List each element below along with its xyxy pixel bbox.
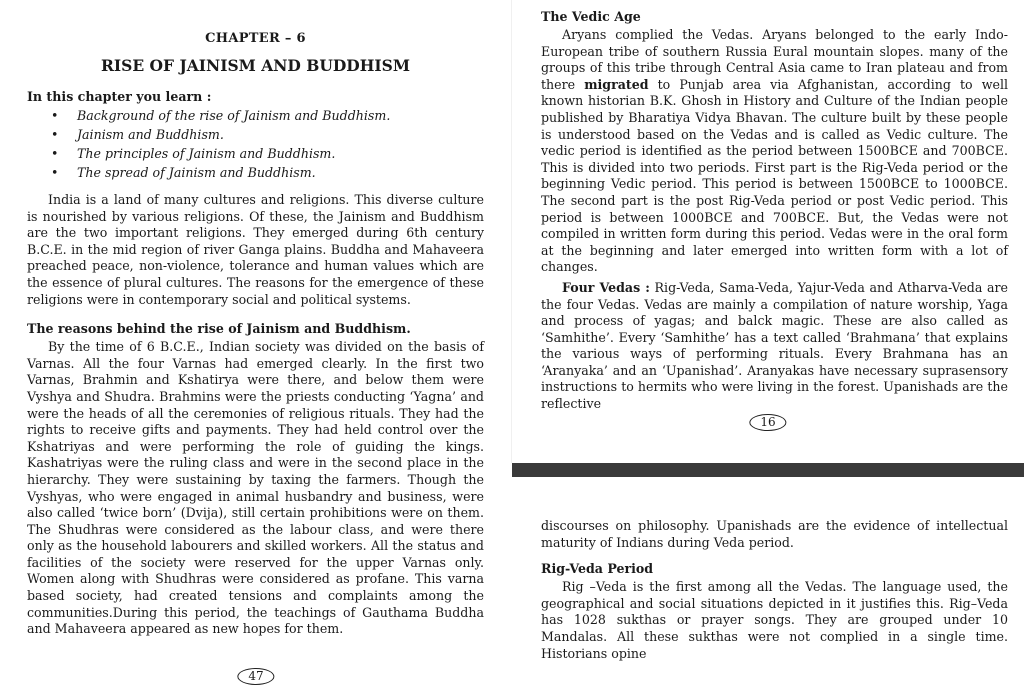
chapter-label: CHAPTER – 6	[205, 31, 306, 46]
learn-list	[27, 106, 484, 182]
chapter-title: RISE OF JAINISM AND BUDDHISM	[101, 56, 410, 75]
learn-item: • The principles of Jainism and Buddhism.	[51, 146, 336, 161]
learn-item: • Background of the rise of Jainism and Buddhism.	[51, 108, 391, 123]
rig-veda-heading: Rig-Veda Period	[541, 561, 654, 577]
migrated-bold: migrated	[584, 76, 649, 92]
right-top-page	[512, 0, 1024, 463]
vedic-age-heading: The Vedic Age	[541, 9, 641, 24]
continued-paragraph: discourses on philosophy. Upanishads are the evidence of intellectual maturity of Indians during Veda period.	[541, 518, 1008, 550]
page-number: 16	[749, 414, 786, 431]
bullet-icon: •	[51, 127, 59, 142]
reasons-heading: The reasons behind the rise of Jainism and Buddhism.	[27, 321, 411, 337]
learn-item: • Jainism and Buddhism.	[51, 127, 224, 142]
rig-veda-paragraph: Rig –Veda is the first among all the Vedas. The language used, the geographical and social situations depicted in it justifies this. Rig–Veda has 1028 sukthas or prayer songs. They are grouped under 10 Mandalas. All these sukthas were not complied in a single time. Historians opine	[541, 579, 1008, 661]
page-number: 47	[237, 668, 274, 685]
four-vedas-paragraph: Four Vedas : Rig-Veda, Sama-Veda, Yajur-Veda and Atharva-Veda are the four Vedas. Vedas are mainly a compilation of nature worship, Yaga and process of yagas; and balck magic. These are also called as ‘Samhithe’. Every ‘Samhithe’ has a text called ‘Brahmana’ that explains the various ways of performing rituals. Every Brahmana has an ‘Aranyaka’ and an ‘Upanishad’. Aranyakas have necessary suprasensory instructions to hermits who were living in the forest. Upanishads are the reflective	[541, 279, 1009, 412]
intro-paragraph: India is a land of many cultures and religions. This diverse culture is nourished by various religions. Of these, the Jainism and Buddhism are the two important religions. They emerged during 6th century B.C.E. in the mid region of river Ganga plains. Buddha and Mahaveera preached peace, non-violence, tolerance and human values which are the essence of plural cultures. The reasons for the emergence of these religions were in contemporary social and political systems.	[27, 192, 484, 307]
page-divider-bar	[512, 463, 1024, 477]
right-bottom-page	[512, 477, 1024, 694]
vedic-age-paragraph: Aryans complied the Vedas. Aryans belonged to the early Indo-European tribe of southern Russia Eural mountain slopes. many of the groups of this tribe through Central Asia came to Iran plateau and from there migrated to Punjab area via Afghanistan, according to well known historian B.K. Ghosh in History and Culture of the Indian people published by Bharatiya Vidya Bhavan. The culture built by these people is understood based on the Vedas and is called as Vedic culture. The vedic period is identified as the period between 1500BCE and 700BCE. This is divided into two periods. First part is the Rig-Veda period or the beginning Vedic period. This period is between 1500BCE to 1000BCE. The second part is the post Rig-Veda period or post Vedic period. This period is between 1000BCE and 700BCE. But, the Vedas were not compiled in written form during this period. Vedas were in the oral form at the beginning and later emerged into written form with a lot of changes.	[541, 27, 1009, 275]
bullet-icon: •	[51, 165, 59, 180]
bullet-icon: •	[51, 146, 59, 161]
learn-item: • The spread of Jainism and Buddhism.	[51, 165, 316, 180]
learn-heading: In this chapter you learn :	[27, 89, 212, 104]
four-vedas-label: Four Vedas :	[562, 279, 650, 295]
reasons-paragraph: By the time of 6 B.C.E., Indian society was divided on the basis of Varnas. All the four Varnas had emerged clearly. In the first two Varnas, Brahmin and Kshatirya were there, and below them were Vyshya and Shudra. Brahmins were the priests conducting ‘Yagna’ and were the heads of all the ceremonies of religious rituals. They had the rights to receive gifts and payments. They had held control over the Kshatriyas and were performing the role of guiding the kings. Kashatriyas were the ruling class and were in the second place in the hierarchy. They were sustaining by taxing the farmers. Though the Vyshyas, who were engaged in animal husbandry and business, were also called ‘twice born’ (Dvija), still certain prohibitions were on them. The Shudhras were considered as the labour class, and were there only as the household labourers and skilled workers. All the status and facilities of the society were reserved for the upper Varnas only. Women along with Shudhras were considered as profane. This varna based society, had created tensions and complaints among the communities.During this period, the teachings of Gauthama Buddha and Mahaveera appeared as new hopes for them.	[27, 339, 484, 637]
bullet-icon: •	[51, 108, 59, 123]
